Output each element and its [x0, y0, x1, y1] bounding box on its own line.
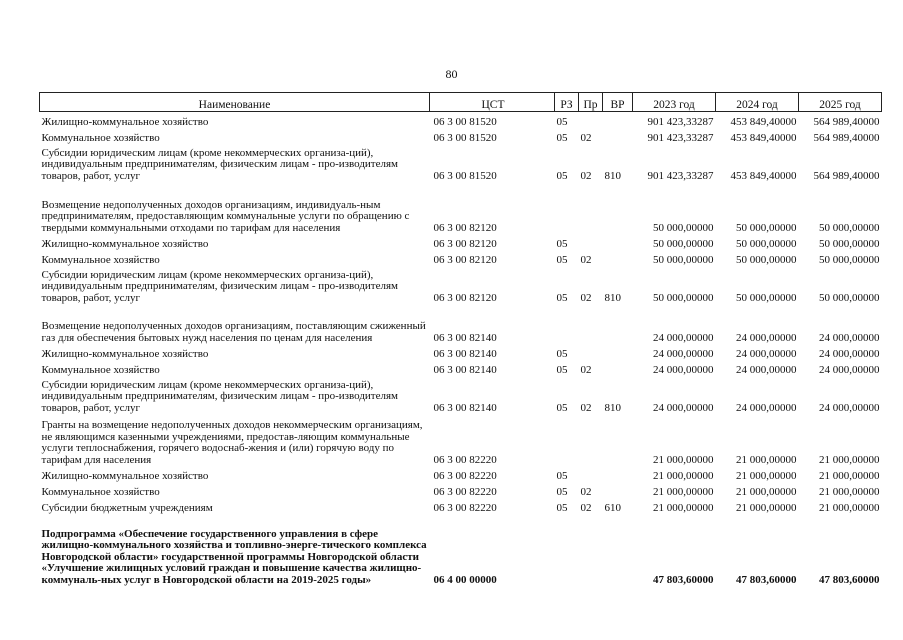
row-rz: 05 — [556, 237, 568, 250]
row-2024: 21 000,00000 — [736, 485, 797, 498]
row-name: Субсидии юридическим лицам (кроме некоммерческих организа-ций), индивидуальным предпринимателям, физическим лицам - про-изводителям товаров, работ, услуг — [41, 268, 399, 304]
row-vr — [603, 344, 633, 360]
table-row — [40, 128, 882, 144]
row-rz: 05 — [556, 131, 568, 144]
row-pr — [579, 514, 603, 586]
table-row — [40, 250, 882, 266]
table-row — [40, 112, 882, 129]
header-vr: ВР — [603, 93, 633, 112]
row-pr — [579, 414, 603, 466]
row-cst: 06 3 00 82120 — [433, 221, 497, 234]
table-row — [40, 304, 882, 344]
row-2023: 50 000,00000 — [653, 221, 714, 234]
row-vr: 810 — [604, 291, 621, 304]
row-2024: 50 000,00000 — [736, 291, 797, 304]
row-rz: 05 — [556, 469, 568, 482]
row-pr: 02 — [580, 131, 592, 144]
row-vr — [603, 304, 633, 344]
row-vr — [603, 234, 633, 250]
row-cst: 06 3 00 81520 — [433, 169, 497, 182]
row-rz — [555, 514, 579, 586]
row-2025: 564 989,40000 — [813, 115, 880, 128]
row-2024: 24 000,00000 — [736, 347, 797, 360]
table-row — [40, 344, 882, 360]
row-cst: 06 3 00 82140 — [433, 331, 497, 344]
row-name: Субсидии юридическим лицам (кроме некоммерческих организа-ций), индивидуальным предпринимателям, физическим лицам - про-изводителям товаров, работ, услуг — [41, 146, 399, 182]
row-cst: 06 3 00 82220 — [433, 453, 497, 466]
row-pr: 02 — [580, 291, 592, 304]
row-cst: 06 3 00 82120 — [433, 237, 497, 250]
row-rz: 05 — [556, 501, 568, 514]
row-2025: 50 000,00000 — [819, 291, 880, 304]
row-2023: 24 000,00000 — [653, 331, 714, 344]
row-2024: 21 000,00000 — [736, 469, 797, 482]
row-2025: 21 000,00000 — [819, 485, 880, 498]
row-2024: 21 000,00000 — [736, 501, 797, 514]
row-2025: 21 000,00000 — [819, 469, 880, 482]
row-cst: 06 3 00 82220 — [433, 485, 497, 498]
row-2025: 24 000,00000 — [819, 331, 880, 344]
row-2024: 50 000,00000 — [736, 237, 797, 250]
row-cst: 06 3 00 82120 — [433, 253, 497, 266]
row-2023: 901 423,33287 — [647, 169, 714, 182]
row-vr — [603, 514, 633, 586]
row-2025: 24 000,00000 — [819, 401, 880, 414]
row-pr: 02 — [580, 501, 592, 514]
row-2023: 50 000,00000 — [653, 237, 714, 250]
row-name: Подпрограмма «Обеспечение государственного управления в сфере жилищно-коммунального хозяйства и топливно-энерге-тического комплекса Новгородской области» государственной программы Новгородской области «Улучшение жилищных условий граждан и повышение качества жилищно-коммуналь-ных услуг в Новгородской области на 2019-2025 годы» — [41, 527, 427, 586]
row-cst: 06 3 00 82140 — [433, 363, 497, 376]
row-2024: 453 849,40000 — [730, 169, 797, 182]
table-row — [40, 498, 882, 514]
row-rz: 05 — [556, 169, 568, 182]
header-2025: 2025 год — [799, 93, 882, 112]
row-name: Субсидии юридическим лицам (кроме некоммерческих организа-ций), индивидуальным предпринимателям, физическим лицам - про-изводителям товаров, работ, услуг — [41, 378, 399, 414]
row-pr: 02 — [580, 485, 592, 498]
row-2023: 24 000,00000 — [653, 347, 714, 360]
row-2025: 50 000,00000 — [819, 253, 880, 266]
row-2024: 50 000,00000 — [736, 221, 797, 234]
row-2025: 24 000,00000 — [819, 363, 880, 376]
table-row — [40, 414, 882, 466]
table-row — [40, 182, 882, 234]
row-2023: 47 803,60000 — [653, 573, 714, 586]
row-vr: 610 — [604, 501, 621, 514]
table-row — [40, 360, 882, 376]
row-2024: 21 000,00000 — [736, 453, 797, 466]
row-name: Коммунальное хозяйство — [41, 485, 160, 498]
row-vr — [603, 360, 633, 376]
row-cst: 06 3 00 82140 — [433, 347, 497, 360]
row-name: Субсидии бюджетным учреждениям — [41, 501, 213, 514]
row-vr — [603, 414, 633, 466]
table-row — [40, 376, 882, 414]
row-2023: 21 000,00000 — [653, 485, 714, 498]
table-row — [40, 144, 882, 182]
row-vr — [603, 466, 633, 482]
row-pr — [579, 182, 603, 234]
row-2025: 47 803,60000 — [819, 573, 880, 586]
row-cst: 06 3 00 82220 — [433, 501, 497, 514]
header-name: Наименование — [40, 93, 430, 112]
row-name: Возмещение недополученных доходов организациям, индивидуаль-ным предпринимателям, предоставляющим коммунальные услуги по обращению с твердыми коммунальными отходами по тарифам для населения — [41, 198, 410, 234]
row-2025: 24 000,00000 — [819, 347, 880, 360]
row-vr — [603, 182, 633, 234]
row-2025: 21 000,00000 — [819, 453, 880, 466]
row-cst: 06 4 00 00000 — [433, 573, 497, 586]
row-2023: 901 423,33287 — [647, 115, 714, 128]
row-rz — [555, 414, 579, 466]
row-cst: 06 3 00 82120 — [433, 291, 497, 304]
row-2025: 564 989,40000 — [813, 169, 880, 182]
row-2024: 453 849,40000 — [730, 131, 797, 144]
row-name: Коммунальное хозяйство — [41, 363, 160, 376]
row-vr — [603, 482, 633, 498]
row-vr — [603, 128, 633, 144]
table-row — [40, 234, 882, 250]
row-name: Коммунальное хозяйство — [41, 253, 160, 266]
table-row — [40, 466, 882, 482]
row-2023: 901 423,33287 — [647, 131, 714, 144]
row-pr: 02 — [580, 363, 592, 376]
row-2024: 24 000,00000 — [736, 363, 797, 376]
row-pr: 02 — [580, 169, 592, 182]
row-2023: 21 000,00000 — [653, 453, 714, 466]
row-pr — [579, 112, 603, 129]
table-row — [40, 482, 882, 498]
row-pr — [579, 234, 603, 250]
row-2024: 453 849,40000 — [730, 115, 797, 128]
row-pr — [579, 344, 603, 360]
row-cst: 06 3 00 81520 — [433, 115, 497, 128]
row-name: Жилищно-коммунальное хозяйство — [41, 115, 209, 128]
row-2023: 24 000,00000 — [653, 401, 714, 414]
row-vr: 810 — [604, 169, 621, 182]
budget-table — [39, 92, 882, 586]
row-vr — [603, 112, 633, 129]
row-rz — [555, 304, 579, 344]
row-2023: 21 000,00000 — [653, 501, 714, 514]
row-2024: 47 803,60000 — [736, 573, 797, 586]
header-pr: Пр — [579, 93, 603, 112]
row-rz: 05 — [556, 253, 568, 266]
row-2023: 50 000,00000 — [653, 253, 714, 266]
row-2023: 50 000,00000 — [653, 291, 714, 304]
row-name: Коммунальное хозяйство — [41, 131, 160, 144]
row-2024: 24 000,00000 — [736, 331, 797, 344]
page-number: 80 — [445, 67, 458, 81]
row-pr — [579, 304, 603, 344]
row-rz: 05 — [556, 401, 568, 414]
row-2025: 564 989,40000 — [813, 131, 880, 144]
row-rz — [555, 182, 579, 234]
row-rz: 05 — [556, 363, 568, 376]
row-2023: 21 000,00000 — [653, 469, 714, 482]
header-2024: 2024 год — [716, 93, 799, 112]
row-pr: 02 — [580, 253, 592, 266]
row-name: Возмещение недополученных доходов организациям, поставляющим сжиженный газ для обеспечения бытовых нужд населения по ценам для населения — [41, 320, 426, 344]
row-rz: 05 — [556, 291, 568, 304]
row-name: Гранты на возмещение недополученных доходов некоммерческим организациям, не являющимся казенными учреждениями, предостав-ляющим коммунальные услуги теплоснабжения, горячего водоснаб-жения и (или) горячую воду по тарифам для населения — [41, 419, 423, 466]
row-vr: 810 — [604, 401, 621, 414]
row-vr — [603, 250, 633, 266]
row-name: Жилищно-коммунальное хозяйство — [41, 237, 209, 250]
row-rz: 05 — [556, 115, 568, 128]
row-2024: 50 000,00000 — [736, 253, 797, 266]
row-2023: 24 000,00000 — [653, 363, 714, 376]
row-name: Жилищно-коммунальное хозяйство — [41, 347, 209, 360]
row-pr: 02 — [580, 401, 592, 414]
table-row — [40, 514, 882, 586]
row-cst: 06 3 00 82220 — [433, 469, 497, 482]
row-pr — [579, 466, 603, 482]
table-header-row — [40, 93, 882, 112]
table-row — [40, 266, 882, 304]
row-rz: 05 — [556, 485, 568, 498]
row-name: Жилищно-коммунальное хозяйство — [41, 469, 209, 482]
header-rz: РЗ — [555, 93, 579, 112]
row-rz: 05 — [556, 347, 568, 360]
row-cst: 06 3 00 82140 — [433, 401, 497, 414]
row-2024: 24 000,00000 — [736, 401, 797, 414]
row-2025: 50 000,00000 — [819, 237, 880, 250]
header-cst: ЦСТ — [430, 93, 555, 112]
row-cst: 06 3 00 81520 — [433, 131, 497, 144]
header-2023: 2023 год — [633, 93, 716, 112]
row-2025: 21 000,00000 — [819, 501, 880, 514]
row-2025: 50 000,00000 — [819, 221, 880, 234]
